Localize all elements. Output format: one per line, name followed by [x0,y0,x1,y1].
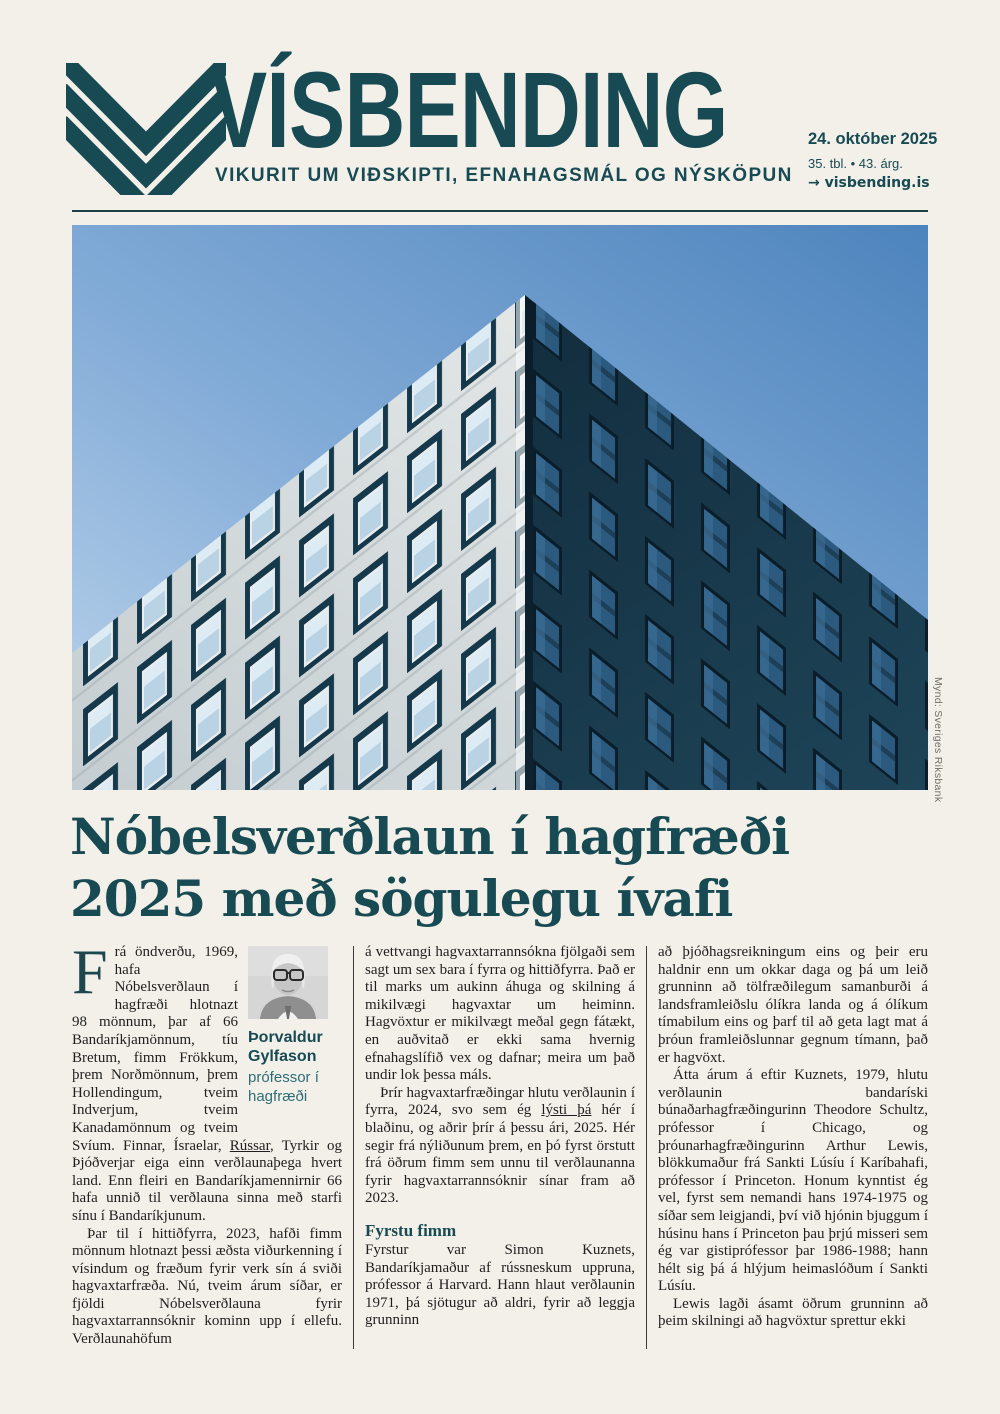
article-paragraph [658,1296,928,1331]
text-run: að þjóðhagsreikningum eins og þeir eru haldnir enn um okkar daga og þá um leið grunninn að tölfræðilegum samanburði á landsframleiðslu ólíkra landa og á ólíkum tímabilum eins og þarf til að geta lagt mat á þróun framleiðslunnar gegnum tímann, það er hagvöxt. [658,944,928,1066]
text-run: , Tyrkir og Þjóðverjar eiga einn verðlaunaþega hvert land. Enn fleiri en Bandaríkjamennirnir 66 hafa unnið til verðlauna sinna með starfi sínu í Bandaríkjunum. [72,1137,342,1224]
article-paragraph [72,1226,342,1349]
text-run: Lewis lagði ásamt öðrum grunninn að þeim skilningi að hagvöxtur sprettur ekki [658,1295,928,1330]
column-divider [353,946,354,1349]
author-name: Þorvaldur Gylfason [248,1029,323,1065]
publication-title: VÍSBENDING [211,49,728,170]
chevrons-logo-icon [66,63,226,195]
column-divider [646,946,647,1349]
issue-date: 24. október 2025 [808,130,938,148]
text-run: Þrír hagvaxtarfræðingar hlutu verðlaunin í fyrra, 2024, svo sem ég [365,1084,635,1119]
issue-info-block [808,130,937,191]
text-run: á vettvangi hagvaxtarrannsókna fjölgaði sem sagt um sex bara í fyrra og hittiðfyrra. Það er til marks um aukinn áhuga og skilning á mikilvægi hagvaxtar um heiminn. Hagvöxtur er mikilvægt meðal gegn fátækt, en auðvitað er ekki sama hvernig efnahagslífið vex og dafnar; meira um það undir lok þessa máls. [365,944,635,1084]
publication-tagline: VIKURIT UM VIÐSKIPTI, EFNAHAGSMÁL OG NÝSKÖPUN [215,165,793,186]
text-run: rá öndverðu, 1969, hafa Nóbelsverðlaun í hagfræði hlotnazt 98 mönnum, þar af 66 Bandaríkjamönnum, tíu Bretum, fimm Frökkum, þrem Norðmönnum, þrem Hollendingum, tveim Indverjum, tveim Kanadamönnum og tveim Svíum. Finnar, Ísraelar, [72,944,238,1154]
header-divider [72,210,928,212]
author-portrait [248,946,328,1019]
section-subhead: Fyrstu fimm [365,1220,457,1240]
article-paragraph [365,1242,635,1330]
author-card [248,946,342,1106]
article-paragraph [365,1085,635,1208]
inline-link[interactable]: lýsti þá [541,1102,592,1119]
text-run: Átta árum á eftir Kuznets, 1979, hlutu verðlaunin bandaríski búnaðarhagfræðingurinn Theodore Schultz, prófessor í Chicago, og þróunarhagfræðingurinn Arthur Lewis, blökkumaður frá Sankti Lúsíu í Karíbahafi, prófessor í Princeton. Honum kynntist ég vel, fyrst sem nemandi hans 1974-1975 og síðar sem leigjandi, því við hjónin bjuggum í húsinu hans í Princeton þau þrjú misseri sem ég var gistiprófessor þar 1986-1988; hann hélt sig þá á hlýjum heimaslóðum í Sankti Lúsíu. [658,1067,928,1295]
article-column-1 [72,936,342,1349]
website-link[interactable]: → visbending.is [808,175,930,191]
headline-line-2: 2025 með sögulegu ívafi [70,869,733,928]
drop-cap: F [72,936,108,1007]
article-paragraph [658,1067,928,1296]
building-photo-illustration [72,225,928,790]
article-body [72,936,928,1349]
article-headline [70,806,950,930]
issue-number: 35. tbl. • 43. árg. [808,156,903,171]
headline-line-1: Nóbelsverðlaun í hagfræði [70,807,790,866]
photo-credit: Mynd: Sveriges Riksbank [932,677,944,803]
text-run: hér í blaðinu, og aðrir þrír á þessu ári, 2025. Hér segir frá nýliðunum þrem, en þó fyrst örstutt frá öðrum fimm sem unnu til verðlaunanna fyrir hagvaxtarrannsóknir sínar fram að 2023. [365,1102,635,1207]
article-column-3 [658,944,928,1349]
inline-link[interactable]: Rússar [229,1137,270,1154]
article-paragraph [658,944,928,1067]
article-column-2 [365,944,635,1349]
cover-photo [72,225,928,790]
author-role: prófessor í hagfræði [248,1069,319,1105]
text-run: Þar til í hittiðfyrra, 2023, hafði fimm mönnum hlotnazt þessi æðsta viðurkenning í vísindum og fræðum fyrir verk sín á sviði hagvaxtarfræða. Nú, tveim árum síðar, er fjöldi Nóbelsverðlauna fyrir hagvaxtarrannsóknir kominn upp í ellefu. Verðlaunahöfum [72,1225,342,1348]
article-paragraph [365,944,635,1085]
text-run: Fyrstur var Simon Kuznets, Bandaríkjamaður af rússneskum uppruna, prófessor á Harvard. Hann hlaut verðlaunin 1971, þá sjötugur að aldri, fyrir að leggja grunninn [365,1241,635,1329]
